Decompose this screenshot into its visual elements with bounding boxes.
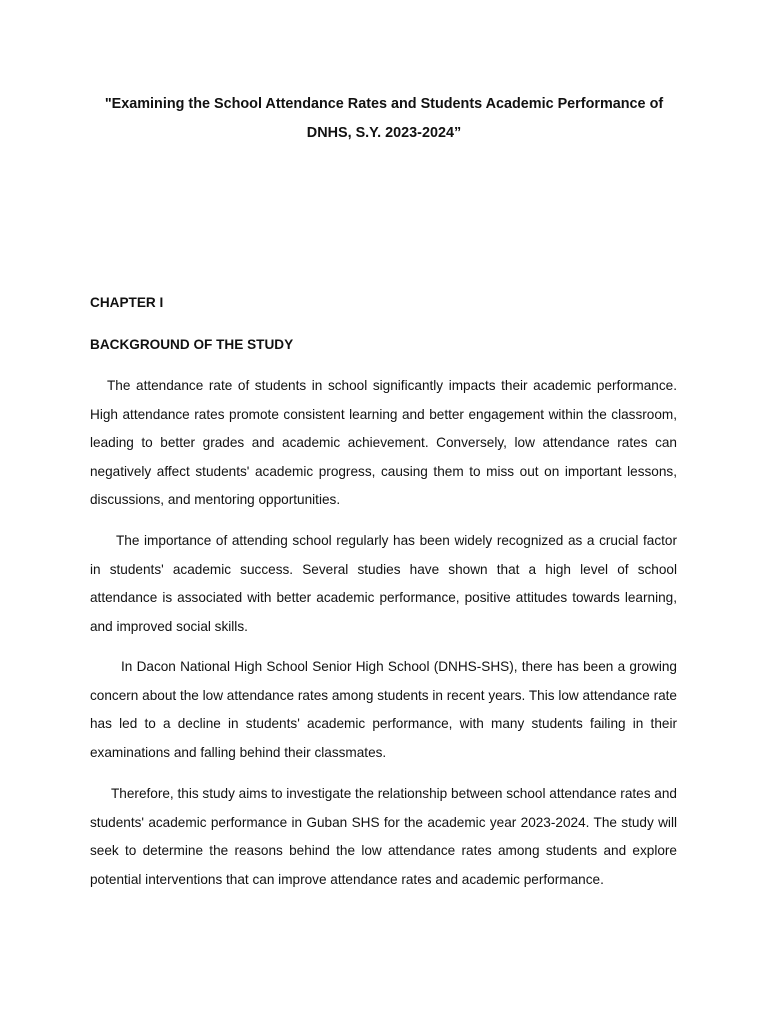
title-line-1: "Examining the School Attendance Rates and Students Academic Performance of — [104, 96, 664, 112]
document-title — [90, 90, 678, 147]
paragraph-1: The attendance rate of students in school significantly impacts their academic performance. High attendance rates promote consistent learning and better engagement within the classroom, leading to better grades and academic achievement. Conversely, low attendance rates can negatively affect students' academic progress, causing them to miss out on important lessons, discussions, and mentoring opportunities. — [90, 378, 677, 508]
section-heading: BACKGROUND OF THE STUDY — [90, 337, 294, 352]
paragraph-4: Therefore, this study aims to investigate the relationship between school attendance rates and students' academic performance in Guban SHS for the academic year 2023-2024. The study will seek to determine the reasons behind the low attendance rates among students and explore potential interventions that can improve attendance rates and academic performance. — [90, 786, 677, 887]
paragraph-3: In Dacon National High School Senior High School (DNHS-SHS), there has been a growing concern about the low attendance rates among students in recent years. This low attendance rate has led to a decline in students' academic performance, with many students failing in their examinations and falling behind their classmates. — [90, 659, 677, 760]
paragraph-2: The importance of attending school regularly has been widely recognized as a crucial factor in students' academic success. Several studies have shown that a high level of school attendance is associated with better academic performance, positive attitudes towards learning, and improved social skills. — [90, 533, 677, 634]
chapter-heading: CHAPTER I — [90, 295, 164, 310]
title-line-2: DNHS, S.Y. 2023-2024” — [306, 124, 462, 141]
